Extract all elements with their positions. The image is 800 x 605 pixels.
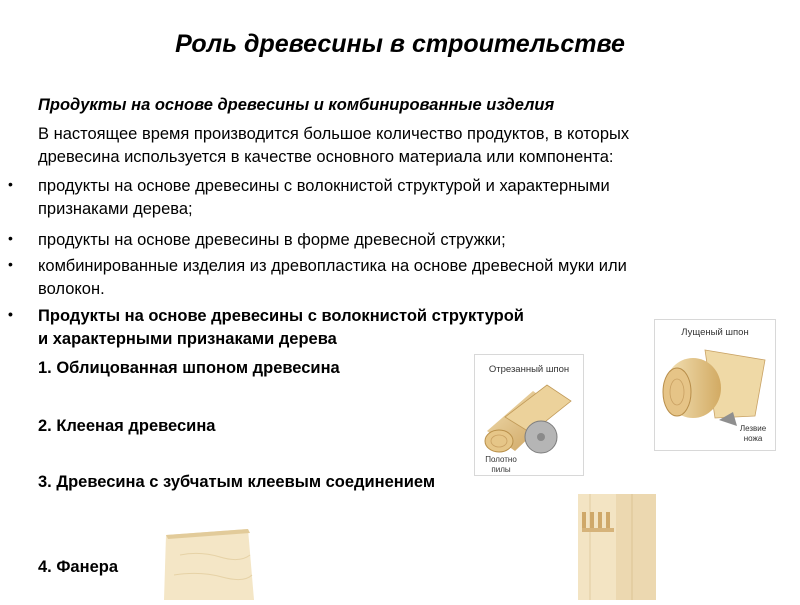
bullet-2-line-1: продукты на основе древесины в форме древесной стружки; xyxy=(38,231,506,249)
bullet-1-line-1: продукты на основе древесины с волокнистой структурой и характерными xyxy=(38,177,610,195)
intro-line-2: древесина используется в качестве основного материала или компонента: xyxy=(38,148,614,166)
intro-paragraph xyxy=(38,123,763,169)
bullet-item-1 xyxy=(38,175,758,221)
slide-subtitle: Продукты на основе древесины и комбинированные изделия xyxy=(38,96,555,114)
bullet-item-4-heading xyxy=(38,305,638,351)
saw-label-line-2: пилы xyxy=(491,465,511,474)
bullet-1-line-2: признаками дерева; xyxy=(38,200,193,218)
plywood-illustration xyxy=(160,525,256,600)
rotary-veneer-label: Лущеный шпон xyxy=(681,327,749,338)
bullet-4-line-1: Продукты на основе древесины с волокнистой структурой xyxy=(38,307,524,325)
bullet-marker-2: • xyxy=(8,230,13,246)
rotary-veneer-image xyxy=(654,319,776,451)
saw-label xyxy=(481,455,521,475)
bullet-3-line-2: волокон. xyxy=(38,280,105,298)
bullet-item-3 xyxy=(38,255,758,301)
bullet-marker-4: • xyxy=(8,306,13,322)
plywood-image xyxy=(160,525,256,600)
finger-joint-image xyxy=(560,494,666,600)
numbered-item-4: 4. Фанера xyxy=(38,558,119,576)
bullet-marker-3: • xyxy=(8,256,13,272)
knife-label-line-1: Лезвие xyxy=(739,424,767,433)
bullet-marker-1: • xyxy=(8,176,13,192)
numbered-item-1: 1. Облицованная шпоном древесина xyxy=(38,359,340,377)
slide-title: Роль древесины в строительстве xyxy=(175,30,625,58)
bullet-3-line-1: комбинированные изделия из древопластика на основе древесной муки или xyxy=(38,257,627,275)
bullet-4-line-2: и характерными признаками дерева xyxy=(38,330,337,348)
knife-label xyxy=(733,424,773,444)
finger-joint-illustration xyxy=(560,494,666,600)
numbered-item-3: 3. Древесина с зубчатым клеевым соединением xyxy=(38,473,436,491)
numbered-item-2: 2. Клееная древесина xyxy=(38,417,216,435)
sliced-veneer-label: Отрезанный шпон xyxy=(488,364,570,375)
sliced-veneer-image xyxy=(474,354,584,476)
saw-label-line-1: Полотно xyxy=(485,455,517,464)
knife-label-line-2: ножа xyxy=(743,434,763,443)
intro-line-1: В настоящее время производится большое количество продуктов, в которых xyxy=(38,125,630,143)
bullet-item-2 xyxy=(38,229,758,252)
